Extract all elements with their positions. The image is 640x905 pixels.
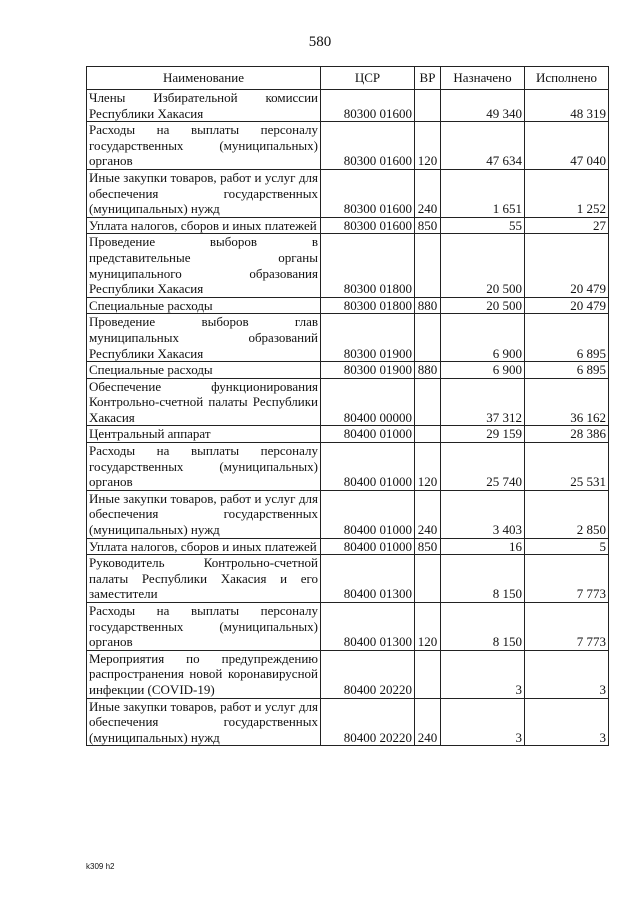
- row-planned: 47 634: [441, 122, 525, 170]
- table-row: [87, 362, 609, 379]
- row-planned: 20 500: [441, 234, 525, 297]
- row-csr: 80300 01900: [321, 314, 415, 362]
- row-name: Специальные расходы: [87, 362, 321, 379]
- row-planned: 37 312: [441, 378, 525, 426]
- row-vr: 120: [415, 603, 441, 651]
- table-row: [87, 314, 609, 362]
- row-csr: 80400 01000: [321, 443, 415, 491]
- table-header-row: [87, 67, 609, 90]
- row-csr: 80300 01800: [321, 234, 415, 297]
- row-name: Расходы на выплаты персоналу государственных (муниципальных) органов: [87, 443, 321, 491]
- row-name: Уплата налогов, сборов и иных платежей: [87, 217, 321, 234]
- row-name: Руководитель Контрольно-счетной палаты Республики Хакасия и его заместители: [87, 555, 321, 603]
- table-row: [87, 426, 609, 443]
- row-csr: 80300 01600: [321, 122, 415, 170]
- row-executed: 3: [525, 650, 609, 698]
- row-name: Расходы на выплаты персоналу государственных (муниципальных) органов: [87, 122, 321, 170]
- row-executed: 7 773: [525, 603, 609, 651]
- row-name: Проведение выборов в представительные органы муниципального образования Республики Хакасия: [87, 234, 321, 297]
- row-name: Иные закупки товаров, работ и услуг для обеспечения государственных (муниципальных) нужд: [87, 698, 321, 746]
- table-row: [87, 698, 609, 746]
- row-name: Расходы на выплаты персоналу государственных (муниципальных) органов: [87, 603, 321, 651]
- row-executed: 27: [525, 217, 609, 234]
- row-csr: 80400 01000: [321, 426, 415, 443]
- row-vr: 240: [415, 698, 441, 746]
- header-csr: ЦСР: [321, 67, 415, 90]
- row-vr: 880: [415, 297, 441, 314]
- budget-table: [86, 66, 609, 746]
- row-planned: 20 500: [441, 297, 525, 314]
- row-vr: [415, 555, 441, 603]
- row-planned: 49 340: [441, 90, 525, 122]
- row-csr: 80300 01600: [321, 169, 415, 217]
- row-csr: 80400 01000: [321, 538, 415, 555]
- row-vr: [415, 314, 441, 362]
- header-name: Наименование: [87, 67, 321, 90]
- row-planned: 8 150: [441, 603, 525, 651]
- row-vr: [415, 90, 441, 122]
- row-name: Иные закупки товаров, работ и услуг для обеспечения государственных (муниципальных) нужд: [87, 169, 321, 217]
- table-row: [87, 217, 609, 234]
- row-name: Проведение выборов глав муниципальных образований Республики Хакасия: [87, 314, 321, 362]
- row-executed: 6 895: [525, 362, 609, 379]
- table-row: [87, 90, 609, 122]
- row-executed: 36 162: [525, 378, 609, 426]
- row-executed: 1 252: [525, 169, 609, 217]
- row-planned: 16: [441, 538, 525, 555]
- row-planned: 8 150: [441, 555, 525, 603]
- row-vr: [415, 426, 441, 443]
- table-row: [87, 538, 609, 555]
- footer-code: k309 h2: [86, 862, 115, 871]
- row-csr: 80400 01000: [321, 490, 415, 538]
- row-executed: 2 850: [525, 490, 609, 538]
- row-name: Иные закупки товаров, работ и услуг для обеспечения государственных (муниципальных) нужд: [87, 490, 321, 538]
- row-vr: 850: [415, 217, 441, 234]
- row-executed: 25 531: [525, 443, 609, 491]
- row-planned: 3 403: [441, 490, 525, 538]
- row-executed: 28 386: [525, 426, 609, 443]
- row-name: Обеспечение функционирования Контрольно-счетной палаты Республики Хакасия: [87, 378, 321, 426]
- row-name: Уплата налогов, сборов и иных платежей: [87, 538, 321, 555]
- row-planned: 29 159: [441, 426, 525, 443]
- row-vr: [415, 234, 441, 297]
- table-row: [87, 603, 609, 651]
- row-vr: 120: [415, 122, 441, 170]
- page-number: 580: [308, 34, 332, 50]
- row-vr: 120: [415, 443, 441, 491]
- row-vr: [415, 378, 441, 426]
- table-row: [87, 650, 609, 698]
- row-executed: 47 040: [525, 122, 609, 170]
- row-planned: 3: [441, 650, 525, 698]
- table-row: [87, 555, 609, 603]
- row-planned: 3: [441, 698, 525, 746]
- row-csr: 80400 20220: [321, 650, 415, 698]
- table-row: [87, 169, 609, 217]
- row-vr: 880: [415, 362, 441, 379]
- row-csr: 80400 01300: [321, 555, 415, 603]
- row-csr: 80400 20220: [321, 698, 415, 746]
- row-vr: 240: [415, 169, 441, 217]
- row-planned: 55: [441, 217, 525, 234]
- header-planned: Назначено: [441, 67, 525, 90]
- table-row: [87, 297, 609, 314]
- row-vr: 850: [415, 538, 441, 555]
- row-executed: 20 479: [525, 297, 609, 314]
- row-executed: 7 773: [525, 555, 609, 603]
- table-row: [87, 490, 609, 538]
- row-vr: [415, 650, 441, 698]
- row-csr: 80300 01600: [321, 217, 415, 234]
- row-executed: 48 319: [525, 90, 609, 122]
- row-name: Члены Избирательной комиссии Республики Хакасия: [87, 90, 321, 122]
- row-name: Специальные расходы: [87, 297, 321, 314]
- table-row: [87, 234, 609, 297]
- row-csr: 80400 00000: [321, 378, 415, 426]
- row-name: Мероприятия по предупреждению распространения новой коронавирусной инфекции (COVID-19): [87, 650, 321, 698]
- table-row: [87, 122, 609, 170]
- row-planned: 1 651: [441, 169, 525, 217]
- row-csr: 80400 01300: [321, 603, 415, 651]
- row-planned: 6 900: [441, 362, 525, 379]
- row-executed: 20 479: [525, 234, 609, 297]
- row-executed: 5: [525, 538, 609, 555]
- header-vr: ВР: [415, 67, 441, 90]
- row-executed: 6 895: [525, 314, 609, 362]
- row-executed: 3: [525, 698, 609, 746]
- row-csr: 80300 01800: [321, 297, 415, 314]
- header-executed: Исполнено: [525, 67, 609, 90]
- row-planned: 6 900: [441, 314, 525, 362]
- table-row: [87, 378, 609, 426]
- row-name: Центральный аппарат: [87, 426, 321, 443]
- row-csr: 80300 01900: [321, 362, 415, 379]
- table-row: [87, 443, 609, 491]
- row-csr: 80300 01600: [321, 90, 415, 122]
- row-planned: 25 740: [441, 443, 525, 491]
- row-vr: 240: [415, 490, 441, 538]
